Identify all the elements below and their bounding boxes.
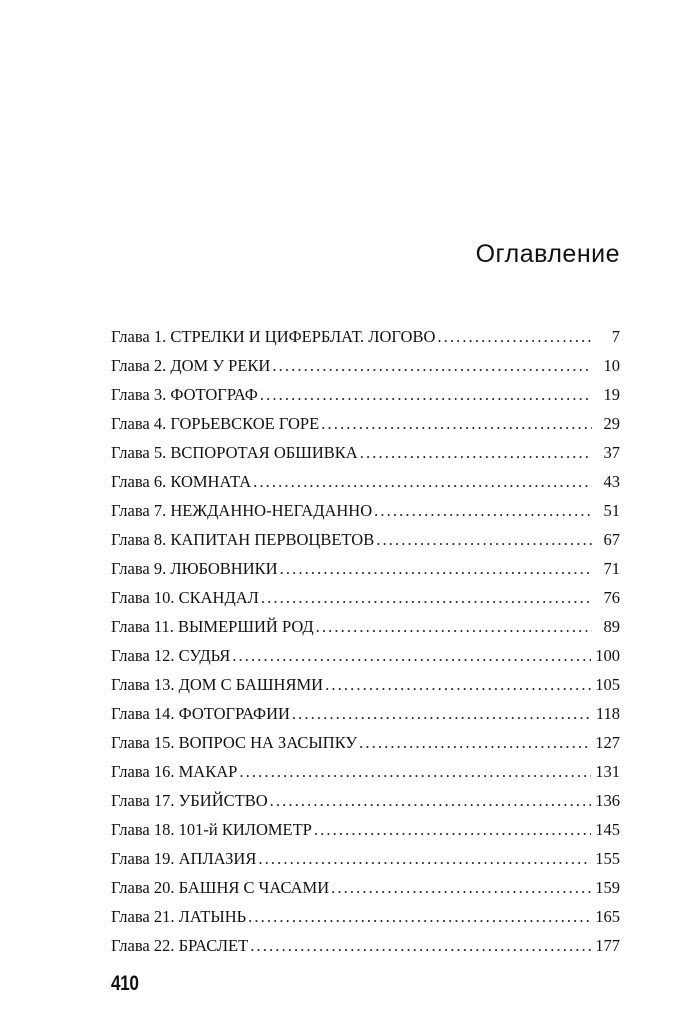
toc-entry bbox=[111, 438, 620, 467]
toc-entry-page: 165 bbox=[595, 907, 620, 926]
toc-entry bbox=[111, 322, 620, 351]
toc-dot-leader bbox=[260, 380, 592, 409]
toc-entry bbox=[111, 641, 620, 670]
toc-dot-leader bbox=[261, 583, 592, 612]
toc-dot-leader bbox=[325, 670, 591, 699]
toc-entry-label: Глава 13. ДОМ С БАШНЯМИ bbox=[111, 675, 324, 694]
toc-dot-leader bbox=[280, 554, 592, 583]
table-of-contents bbox=[111, 322, 620, 960]
toc-dot-leader bbox=[374, 496, 592, 525]
toc-entry-label: Глава 7. НЕЖДАННО-НЕГАДАННО bbox=[111, 501, 373, 520]
toc-entry-page: 7 bbox=[611, 327, 620, 346]
toc-entry bbox=[111, 786, 620, 815]
toc-entry bbox=[111, 583, 620, 612]
toc-entry-label: Глава 14. ФОТОГРАФИИ bbox=[111, 704, 290, 723]
toc-entry-page: 43 bbox=[603, 472, 620, 491]
toc-entry-label: Глава 18. 101-й КИЛОМЕТР bbox=[111, 820, 312, 839]
toc-dot-leader bbox=[314, 815, 591, 844]
toc-entry bbox=[111, 554, 620, 583]
toc-entry-page: 127 bbox=[595, 733, 620, 752]
toc-entry-label: Глава 4. ГОРЬЕВСКОЕ ГОРЕ bbox=[111, 414, 320, 433]
toc-entry-label: Глава 11. ВЫМЕРШИЙ РОД bbox=[111, 617, 314, 636]
toc-entry-label: Глава 3. ФОТОГРАФ bbox=[111, 385, 258, 404]
toc-entry-label: Глава 21. ЛАТЫНЬ bbox=[111, 907, 247, 926]
toc-entry bbox=[111, 844, 620, 873]
toc-entry bbox=[111, 728, 620, 757]
page-title: Оглавление bbox=[475, 240, 620, 268]
toc-dot-leader bbox=[272, 351, 592, 380]
toc-entry bbox=[111, 467, 620, 496]
toc-entry-label: Глава 12. СУДЬЯ bbox=[111, 646, 231, 665]
toc-entry-page: 105 bbox=[595, 675, 620, 694]
toc-entry-label: Глава 5. ВСПОРОТАЯ ОБШИВКА bbox=[111, 443, 358, 462]
toc-dot-leader bbox=[331, 873, 591, 902]
toc-entry-page: 71 bbox=[603, 559, 620, 578]
toc-entry-label: Глава 2. ДОМ У РЕКИ bbox=[111, 356, 271, 375]
toc-entry bbox=[111, 902, 620, 931]
toc-entry-page: 19 bbox=[603, 385, 620, 404]
toc-entry bbox=[111, 612, 620, 641]
toc-dot-leader bbox=[248, 902, 591, 931]
toc-entry-label: Глава 22. БРАСЛЕТ bbox=[111, 936, 249, 955]
toc-dot-leader bbox=[258, 844, 591, 873]
toc-dot-leader bbox=[270, 786, 592, 815]
toc-dot-leader bbox=[376, 525, 592, 554]
toc-entry-label: Глава 15. ВОПРОС НА ЗАСЫПКУ bbox=[111, 733, 358, 752]
toc-dot-leader bbox=[292, 699, 592, 728]
toc-entry-page: 131 bbox=[595, 762, 620, 781]
toc-dot-leader bbox=[250, 931, 591, 960]
toc-entry bbox=[111, 409, 620, 438]
toc-dot-leader bbox=[437, 322, 592, 351]
toc-dot-leader bbox=[321, 409, 592, 438]
toc-entry-page: 136 bbox=[595, 791, 620, 810]
toc-entry-page: 10 bbox=[603, 356, 620, 375]
toc-entry-page: 155 bbox=[595, 849, 620, 868]
toc-entry-page: 76 bbox=[603, 588, 620, 607]
toc-entry-label: Глава 16. МАКАР bbox=[111, 762, 238, 781]
toc-entry-page: 100 bbox=[595, 646, 620, 665]
toc-entry bbox=[111, 699, 620, 728]
toc-entry bbox=[111, 815, 620, 844]
toc-entry-label: Глава 8. КАПИТАН ПЕРВОЦВЕТОВ bbox=[111, 530, 375, 549]
toc-entry bbox=[111, 757, 620, 786]
toc-dot-leader bbox=[239, 757, 591, 786]
toc-dot-leader bbox=[360, 438, 592, 467]
toc-entry-page: 67 bbox=[603, 530, 620, 549]
toc-entry-page: 118 bbox=[595, 704, 620, 723]
toc-entry-page: 89 bbox=[603, 617, 620, 636]
toc-entry-label: Глава 10. СКАНДАЛ bbox=[111, 588, 259, 607]
toc-dot-leader bbox=[316, 612, 592, 641]
toc-entry-label: Глава 17. УБИЙСТВО bbox=[111, 791, 268, 810]
toc-entry bbox=[111, 670, 620, 699]
page-number: 410 bbox=[111, 972, 139, 995]
toc-dot-leader bbox=[253, 467, 592, 496]
toc-entry-label: Глава 20. БАШНЯ С ЧАСАМИ bbox=[111, 878, 330, 897]
toc-entry-page: 37 bbox=[603, 443, 620, 462]
toc-entry-label: Глава 19. АПЛАЗИЯ bbox=[111, 849, 257, 868]
toc-entry-page: 159 bbox=[595, 878, 620, 897]
toc-entry bbox=[111, 496, 620, 525]
toc-entry bbox=[111, 873, 620, 902]
toc-entry-page: 51 bbox=[603, 501, 620, 520]
toc-entry-label: Глава 9. ЛЮБОВНИКИ bbox=[111, 559, 278, 578]
toc-entry bbox=[111, 380, 620, 409]
toc-entry-page: 177 bbox=[595, 936, 620, 955]
toc-dot-leader bbox=[359, 728, 591, 757]
toc-entry bbox=[111, 931, 620, 960]
toc-dot-leader bbox=[232, 641, 591, 670]
toc-entry-page: 145 bbox=[595, 820, 620, 839]
toc-entry-label: Глава 1. СТРЕЛКИ И ЦИФЕРБЛАТ. ЛОГОВО bbox=[111, 327, 436, 346]
toc-entry bbox=[111, 525, 620, 554]
toc-entry-label: Глава 6. КОМНАТА bbox=[111, 472, 252, 491]
toc-entry-page: 29 bbox=[603, 414, 620, 433]
toc-entry bbox=[111, 351, 620, 380]
